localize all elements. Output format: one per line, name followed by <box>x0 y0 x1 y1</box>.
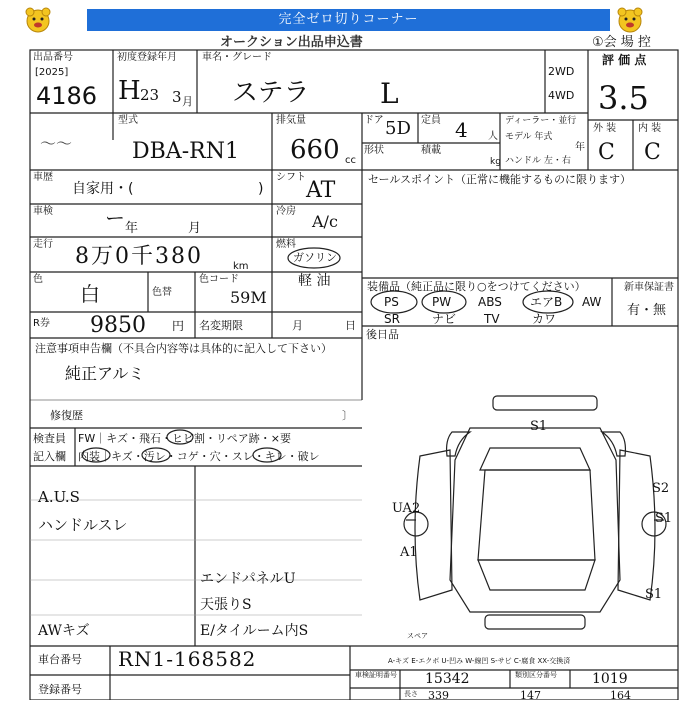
doors-label: ドア <box>364 115 384 126</box>
drive-2wd: 2WD <box>548 65 575 78</box>
damage-mark: S2 <box>652 481 670 496</box>
damage-mark: A1 <box>400 545 418 560</box>
inspection-label: 車検 <box>33 206 53 217</box>
name-change-day: 日 <box>345 319 356 332</box>
repair-close: 〕 <box>342 409 353 422</box>
model-year-label: モデル 年式 <box>505 132 553 142</box>
inspection-mark: ー <box>105 206 125 230</box>
equipment-pw: PW <box>432 295 452 309</box>
dealer-label: ディーラー・並行 <box>505 116 577 126</box>
equipment-ps: PS <box>384 295 399 309</box>
bear-mascot-icon <box>616 6 644 34</box>
capacity-unit: 人 <box>488 131 498 142</box>
shape-label: 形状 <box>364 145 384 156</box>
class-number: 1019 <box>592 671 628 687</box>
after-date-label: 後日品 <box>366 328 399 341</box>
usage-close: ) <box>258 181 264 197</box>
equipment-navi: ナビ <box>432 312 457 326</box>
mileage-unit: km <box>233 261 249 272</box>
capacity-label: 定員 <box>421 115 441 126</box>
repair-label: 修復歴 <box>50 409 83 422</box>
length-label: 長さ <box>404 690 418 698</box>
interior-grade: C <box>644 140 661 165</box>
sales-point-label: セールスポイント（正常に機能するものに限ります） <box>368 173 632 186</box>
spare-label: スペア <box>407 632 428 640</box>
equipment-abs: ABS <box>478 295 502 309</box>
color-change-label: 色替 <box>152 287 172 298</box>
warranty-label: 新車保証書 <box>624 282 674 293</box>
damage-legend: A-キズ E-エクボ U-凹み W-線凹 S-サビ C-腐食 XX-交換済 <box>388 657 571 665</box>
load-label: 積載 <box>421 145 441 156</box>
car-name: ステラ <box>232 78 310 108</box>
registration-label: 登録番号 <box>38 683 82 696</box>
banner <box>20 6 680 34</box>
height-value: 164 <box>610 689 631 702</box>
inspection-year-unit: 年 <box>125 221 139 236</box>
recycle-unit: 円 <box>172 319 185 333</box>
engine-value: 660 <box>290 135 340 165</box>
first-reg-era: H <box>118 76 141 106</box>
color-value: 白 <box>80 282 100 306</box>
engine-label: 排気量 <box>276 115 306 126</box>
load-unit: kg <box>490 157 501 167</box>
width-value: 147 <box>520 689 541 702</box>
exterior-label: 外 装 <box>593 123 617 134</box>
color-label: 色 <box>33 274 43 285</box>
scribble: 〜〜 <box>40 134 73 153</box>
banner-title: 完全ゼロ切りコーナー <box>87 9 610 31</box>
year-unit: 年 <box>575 142 585 153</box>
damage-mark: S1 <box>655 511 673 526</box>
first-reg-label: 初度登録年月 <box>117 52 177 63</box>
remark-item: エンドパネルU <box>200 571 296 587</box>
lot-number: 4186 <box>36 82 98 110</box>
inspector-label: 検査員 <box>33 432 66 445</box>
model-label: 型式 <box>118 115 138 126</box>
rating-score: 3.5 <box>598 79 649 117</box>
inspector-interior-row: 内装｜キズ・汚レ・コゲ・穴・スレ・キレ・破レ <box>78 450 320 463</box>
fuel-diesel: 軽 油 <box>298 273 331 289</box>
doors-value: 5D <box>385 118 411 139</box>
inspection-month-unit: 月 <box>188 221 202 236</box>
recycle-value: 9850 <box>90 313 146 338</box>
length-value: 339 <box>428 689 449 702</box>
color-code: 59M <box>230 288 267 307</box>
drive-4wd: 4WD <box>548 89 575 102</box>
class-number-label: 類別区分番号 <box>515 671 557 679</box>
mileage-value: 8万0千380 <box>75 244 203 269</box>
first-reg-month: 3 <box>172 88 182 106</box>
name-change-label: 名変期限 <box>199 319 243 332</box>
chassis-number: RN1-168582 <box>118 647 257 671</box>
equipment-airbag: エアB <box>530 295 563 309</box>
warranty-value: 有・無 <box>627 303 667 318</box>
exterior-grade: C <box>598 140 615 165</box>
car-name-label: 車名・グレード <box>202 52 272 63</box>
aircon-label: 冷房 <box>276 206 296 217</box>
equipment-leather: カワ <box>532 312 557 326</box>
model-code: DBA-RN1 <box>132 139 239 164</box>
remark-item: 天張りS <box>200 597 252 613</box>
venue-copy-label: ①会 場 控 <box>592 35 651 50</box>
handle-label: ハンドル 左・右 <box>505 156 571 166</box>
lot-label: 出品番号 <box>33 52 73 63</box>
month-label: 月 <box>182 95 193 108</box>
equipment-aw: AW <box>582 295 602 309</box>
equipment-tv: TV <box>484 312 500 326</box>
inspector-entry-label: 記入欄 <box>33 450 66 463</box>
cert-label: 車検証明番号 <box>355 671 397 679</box>
aircon-value: A/c <box>312 212 338 231</box>
shift-label: シフト <box>276 172 306 183</box>
color-code-label: 色コード <box>199 274 239 285</box>
remark-item: E/タイルーム内S <box>200 623 309 639</box>
inspector-exterior-row: FW｜キズ・飛石・ヒビ割・リペア跡・×要 <box>78 432 291 445</box>
interior-label: 内 装 <box>638 123 662 134</box>
engine-unit: cc <box>345 155 356 166</box>
usage-label: 車歴 <box>33 172 53 183</box>
name-change-month: 月 <box>292 319 303 332</box>
lot-year: [2025] <box>35 67 69 78</box>
notes-text: 純正アルミ <box>65 364 145 383</box>
remark-item: AWキズ <box>38 623 90 639</box>
rating-label: 評 価 点 <box>602 53 647 67</box>
mileage-label: 走行 <box>33 239 53 250</box>
first-reg-year: 23 <box>140 86 160 104</box>
remark-item: ハンドルスレ <box>38 516 128 534</box>
cert-number: 15342 <box>425 671 470 687</box>
fuel-gasoline: ガソリン <box>293 251 337 264</box>
notes-label: 注意事項申告欄（不具合内容等は具体的に記入して下さい） <box>35 342 332 355</box>
remark-item: A.U.S <box>38 488 80 506</box>
usage-value: 自家用・( <box>72 181 134 197</box>
form-title: オークション出品申込書 <box>220 35 363 50</box>
fuel-label: 燃料 <box>276 239 296 250</box>
damage-mark: S1 <box>530 419 548 434</box>
recycle-label: R券 <box>33 318 50 329</box>
bear-mascot-icon <box>24 6 52 34</box>
damage-mark: UA2 <box>392 501 421 516</box>
capacity-value: 4 <box>455 118 468 142</box>
equipment-label: 装備品（純正品に限り○をつけてください） <box>367 280 586 293</box>
chassis-label: 車台番号 <box>38 653 82 666</box>
equipment-sr: SR <box>384 312 400 326</box>
shift-value: AT <box>306 178 336 203</box>
car-grade: L <box>380 77 399 110</box>
damage-mark: S1 <box>645 587 663 602</box>
